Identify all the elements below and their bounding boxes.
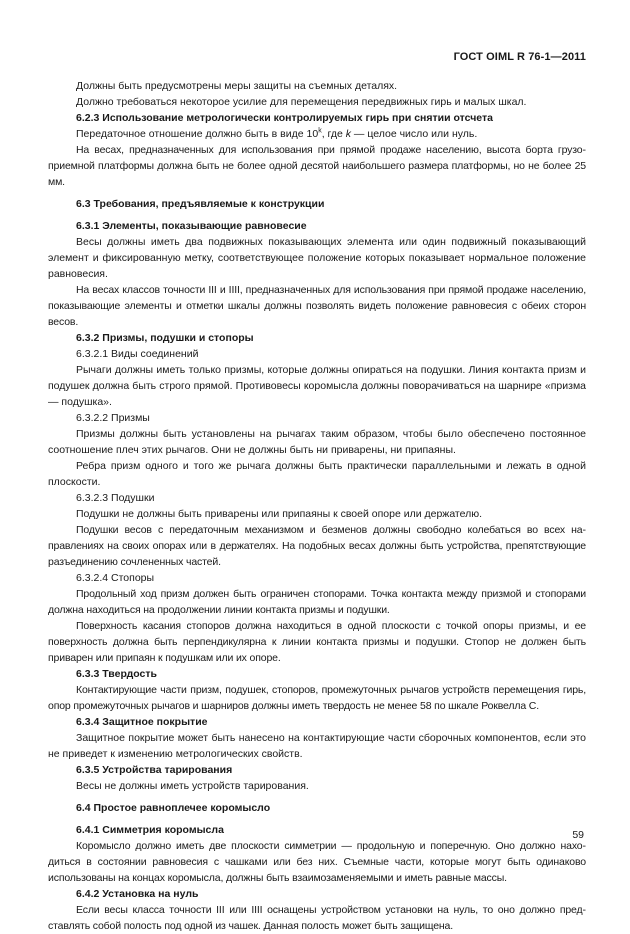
paragraph: Весы не должны иметь устройств тарирования. [76, 780, 309, 792]
subsection-heading: 6.3.2.1 Виды соединений [76, 348, 199, 360]
section-heading: 6.4 Простое равноплечее коромысло [76, 802, 271, 814]
section-heading: 6.3 Требования, предъявляемые к конструкции [76, 198, 325, 210]
paragraph: На весах, предназначенных для использования при прямой продаже населению, высота борта грузоприемной платформы должна быть не более одной десятой наибольшего размера платформы, но не более 25 мм. [48, 144, 586, 188]
paragraph: Должны быть предусмотрены меры защиты на съемных деталях. [76, 80, 398, 92]
section-heading: 6.3.2 Призмы, подушки и стопоры [76, 332, 254, 344]
section-heading: 6.3.5 Устройства тарирования [76, 764, 233, 776]
paragraph: Продольный ход призм должен быть ограничен стопорами. Точка контакта между призмой и стопорами должна находиться на продолжении линии контакта призмы и подушки. [48, 588, 586, 616]
ratio-middle: , где [321, 128, 346, 140]
subsection-heading: 6.3.2.2 Призмы [76, 412, 150, 424]
paragraph: Защитное покрытие может быть нанесено на контактирующие части сборочных компонентов, если это не приведет к изменению метрологических свойств. [48, 732, 586, 760]
paragraph: Ребра призм одного и того же рычага должны быть практически параллельными и лежать в одной плоскости. [48, 460, 586, 488]
paragraph: Подушки весов с передаточным механизмом и безменов должны свободно колебаться во всех направлениях на своих опорах или в держателях. На подобных весах должны быть устройства, препятствующие разъединению сочлененных частей. [48, 524, 586, 568]
ratio-prefix: Передаточное отношение должно быть в виде 10 [76, 128, 319, 140]
section-heading: 6.3.1 Элементы, показывающие равновесие [76, 220, 307, 232]
ratio-suffix: — целое число или нуль. [351, 128, 478, 140]
section-heading: 6.2.3 Использование метрологически контролируемых гирь при снятии отсчета [76, 112, 493, 124]
paragraph: Призмы должны быть установлены на рычагах таким образом, чтобы было обеспечено постоянное соотношение плеч этих рычагов. Они не должны быть ни приварены, ни припаяны. [48, 428, 586, 456]
section-heading: 6.4.1 Симметрия коромысла [76, 824, 224, 836]
paragraph-ratio [48, 126, 586, 142]
ratio-variable: k [345, 128, 352, 140]
section-heading: 6.3.4 Защитное покрытие [76, 716, 208, 728]
paragraph: Если весы класса точности ΙΙΙ или ΙΙΙΙ оснащены устройством установки на нуль, то оно должно представлять собой полость под одной из чашек. Данная полость может быть защищена. [48, 904, 586, 932]
paragraph: Подушки не должны быть приварены или припаяны к своей опоре или держателю. [76, 508, 483, 520]
paragraph: Коромысло должно иметь две плоскости симметрии — продольную и поперечную. Оно должно находиться в состоянии равновесия с чашками или без них. Съемные части, которые могут быть одинаково использованы на концах коромысла, должны быть взаимозаменяемыми и иметь равные массы. [48, 840, 586, 884]
paragraph: Рычаги должны иметь только призмы, которые должны опираться на подушки. Линия контакта призм и подушек должна быть строго прямой. Противовесы коромысла должны поворачиваться на шарнире «призма — подушка». [48, 364, 586, 408]
paragraph: Контактирующие части призм, подушек, стопоров, промежуточных рычагов устройств перемещения гирь, опор промежуточных рычагов и шарниров должны иметь твердость не менее 58 по шкале Роквелла С. [48, 684, 586, 712]
subsection-heading: 6.3.2.3 Подушки [76, 492, 155, 504]
document-header: ГОСТ OIML R 76-1—2011 [453, 51, 586, 63]
subsection-heading: 6.3.2.4 Стопоры [76, 572, 155, 584]
ratio-exponent: k [318, 127, 322, 135]
paragraph: Должно требоваться некоторое усилие для перемещения передвижных гирь и малых шкал. [76, 96, 527, 108]
section-heading: 6.4.2 Установка на нуль [76, 888, 199, 900]
document-body [48, 78, 586, 934]
paragraph: Весы должны иметь два подвижных показывающих элемента или один подвижный показывающий элемент и фиксированную метку, соответствующее положение которых показывает нормальное положение равновесия. [48, 236, 586, 280]
page-number: 59 [572, 829, 584, 841]
paragraph: На весах классов точности ΙΙΙ и ΙΙΙΙ, предназначенных для использования при прямой продаже населению, показывающие элементы и отметки шкалы должны позволять видеть положение равновесия с обеих сторон весов. [48, 284, 586, 328]
paragraph: Поверхность касания стопоров должна находиться в одной плоскости с точкой опоры призмы, и ее поверхность должна быть перпендикулярна к линии контакта призмы и подушки. Стопор не должен быть приварен или припаян к подушкам или их опоре. [48, 620, 586, 664]
section-heading: 6.3.3 Твердость [76, 668, 157, 680]
